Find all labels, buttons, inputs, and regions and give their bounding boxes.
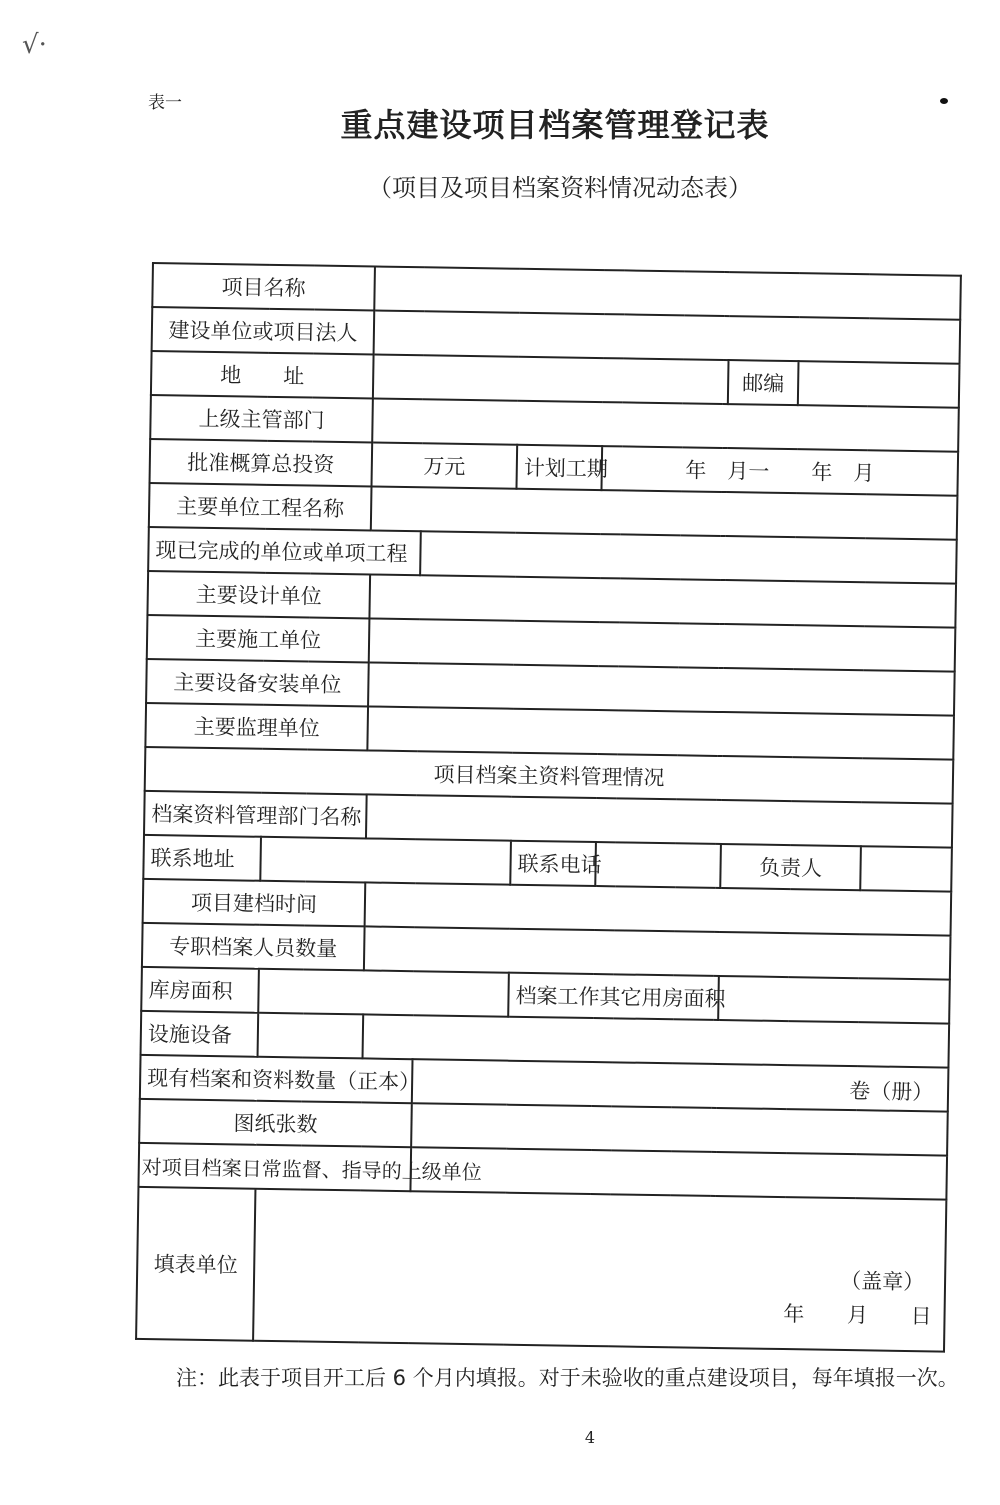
label-postcode: 邮编 [728,360,799,405]
label-staff-count: 专职档案人员数量 [142,923,365,970]
handwritten-check-mark: √· [22,30,47,60]
label-completed-projects: 现已完成的单位或单项工程 [148,527,421,575]
label-address: 地 址 [151,351,374,398]
field-contact-address[interactable] [260,837,511,885]
label-archive-dept: 档案资料管理部门名称 [144,791,367,838]
label-main-unit-projects: 主要单位工程名称 [149,483,372,530]
field-postcode[interactable] [798,361,960,408]
table-label: 表一 [148,93,182,113]
label-drawing-count: 图纸张数 [139,1099,412,1147]
label-main-construction: 主要施工单位 [147,615,370,662]
label-planned-period: 计划工期 [517,445,603,490]
label-main-installation: 主要设备安装单位 [146,659,369,706]
document-subtitle: （项目及项目档案资料情况动态表） [368,174,752,202]
label-person-in-charge: 负责人 [720,844,861,890]
label-storage-area: 库房面积 [141,967,259,1013]
label-superior-dept: 上级主管部门 [150,395,373,442]
label-archive-date: 项目建档时间 [143,879,366,926]
field-address[interactable] [373,354,729,404]
field-person-in-charge[interactable] [860,846,952,891]
label-facilities: 设施设备 [141,1011,259,1057]
label-main-supervision: 主要监理单位 [145,703,368,750]
volume-unit-label: 卷（册） [849,1079,934,1105]
page-number: 4 [584,1428,596,1447]
label-main-design: 主要设计单位 [147,571,370,618]
label-existing-archives: 现有档案和资料数量（正本） [140,1055,413,1103]
label-supervising-unit: 对项目档案日常监督、指导的上级单位 [138,1143,411,1191]
registration-form-table [135,262,962,1353]
label-approved-investment: 批准概算总投资 [150,439,373,486]
field-existing-archives[interactable] [412,1059,949,1111]
label-project-name: 项目名称 [152,263,375,310]
field-planned-period[interactable]: 年 月一 年 月 [602,446,959,496]
label-contact-phone: 联系电话 [510,841,596,886]
sign-date-label: 年 月 日 [783,1302,932,1329]
label-contact-address: 联系地址 [143,835,261,881]
field-investment-amount[interactable]: 万元 [372,442,518,488]
label-filling-unit: 填表单位 [136,1187,255,1341]
document-title: 重点建设项目档案管理登记表 [340,106,770,144]
row-filling-unit [136,1187,946,1352]
field-contact-phone[interactable] [595,842,721,888]
section-heading: 项目档案主资料管理情况 [145,747,954,804]
seal-label: （盖章） [840,1268,925,1295]
field-storage-area[interactable] [258,969,509,1017]
footnote: 注：此表于项目开工后 6 个月内填报。对于未验收的重点建设项目，每年填报一次。 [176,1366,959,1390]
field-filling-unit[interactable] [253,1189,946,1352]
label-builder: 建设单位或项目法人 [152,307,375,354]
label-other-area: 档案工作其它用房面积 [508,973,719,1020]
field-facilities-a[interactable] [258,1013,364,1059]
field-other-area[interactable] [718,976,950,1024]
